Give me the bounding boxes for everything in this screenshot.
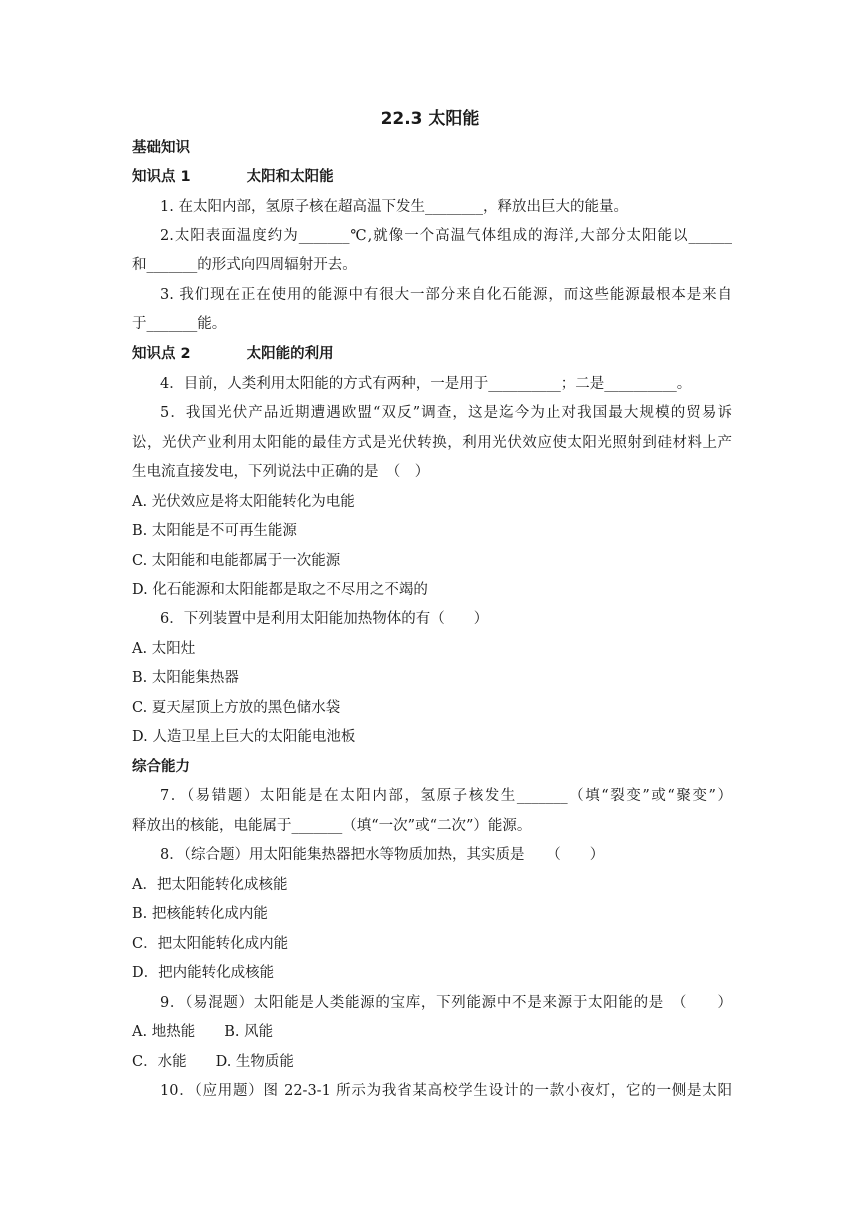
question-8-option-b: B. 把核能转化成内能 xyxy=(132,906,268,922)
question-9-options-ab: A. 地热能 B. 风能 xyxy=(132,1024,274,1040)
question-5-line-3: 生电流直接发电，下列说法中正确的是 （ ） xyxy=(132,464,430,480)
question-5-option-a: A. 光伏效应是将太阳能转化为电能 xyxy=(132,494,355,510)
section-basic-knowledge: 基础知识 xyxy=(132,140,190,156)
question-5-option-c: C. 太阳能和电能都属于一次能源 xyxy=(132,553,341,569)
question-6-option-d: D. 人造卫星上巨大的太阳能电池板 xyxy=(132,729,356,745)
kp1-label: 知识点 1 xyxy=(132,169,191,185)
knowledge-point-1-heading xyxy=(132,166,732,188)
question-8: 8．（综合题）用太阳能集热器把水等物质加热，其实质是 （ ） xyxy=(160,847,605,863)
kp2-name: 太阳能的利用 xyxy=(246,346,334,362)
question-7-line-1: 7．（易错题）太阳能是在太阳内部，氢原子核发生_______（填“裂变”或“聚变”） xyxy=(160,788,732,804)
question-3-line-2: 于_______能。 xyxy=(132,316,227,332)
question-10-line-1: 10．（应用题）图 22-3-1 所示为我省某高校学生设计的一款小夜灯，它的一侧是太阳 xyxy=(160,1083,732,1099)
question-6: 6．下列装置中是利用太阳能加热物体的有（ ） xyxy=(160,611,489,627)
question-4: 4．目前，人类利用太阳能的方式有两种，一是用于__________；二是__________。 xyxy=(160,376,692,392)
kp1-name: 太阳和太阳能 xyxy=(246,169,334,185)
question-2-line-1: 2.太阳表面温度约为_______℃,就像一个高温气体组成的海洋,大部分太阳能以______ xyxy=(160,228,732,244)
question-8-option-d: D．把内能转化成核能 xyxy=(132,965,275,981)
question-7-line-2: 释放出的核能，电能属于_______（填“一次”或“二次”）能源。 xyxy=(132,818,532,834)
question-6-option-c: C. 夏天屋顶上方放的黑色储水袋 xyxy=(132,700,341,716)
question-5-option-d: D. 化石能源和太阳能都是取之不尽用之不竭的 xyxy=(132,582,428,598)
knowledge-point-2-heading xyxy=(132,343,732,365)
question-3-line-1: 3. 我们现在正在使用的能源中有很大一部分来自化石能源，而这些能源最根本是来自 xyxy=(160,287,732,303)
page-title: 22.3 太阳能 xyxy=(380,109,480,129)
question-8-option-a: A．把太阳能转化成核能 xyxy=(132,877,288,893)
question-5-line-2: 讼，光伏产业利用太阳能的最佳方式是光伏转换，利用光伏效应使太阳光照射到硅材料上产 xyxy=(132,435,732,451)
question-8-option-c: C．把太阳能转化成内能 xyxy=(132,936,289,952)
question-6-option-a: A. 太阳灶 xyxy=(132,641,196,657)
question-9-options-cd: C．水能 D. 生物质能 xyxy=(132,1054,294,1070)
question-1: 1. 在太阳内部，氢原子核在超高温下发生________，释放出巨大的能量。 xyxy=(160,199,628,215)
question-5-option-b: B. 太阳能是不可再生能源 xyxy=(132,523,297,539)
kp2-label: 知识点 2 xyxy=(132,346,191,362)
section-comprehensive: 综合能力 xyxy=(132,759,190,775)
question-6-option-b: B. 太阳能集热器 xyxy=(132,670,239,686)
question-9: 9．（易混题）太阳能是人类能源的宝库，下列能源中不是来源于太阳能的是 （ ） xyxy=(160,995,732,1011)
question-5-line-1: 5．我国光伏产品近期遭遇欧盟“双反”调查，这是迄今为止对我国最大规模的贸易诉 xyxy=(160,405,732,421)
question-2-line-2: 和_______的形式向四周辐射开去。 xyxy=(132,257,357,273)
